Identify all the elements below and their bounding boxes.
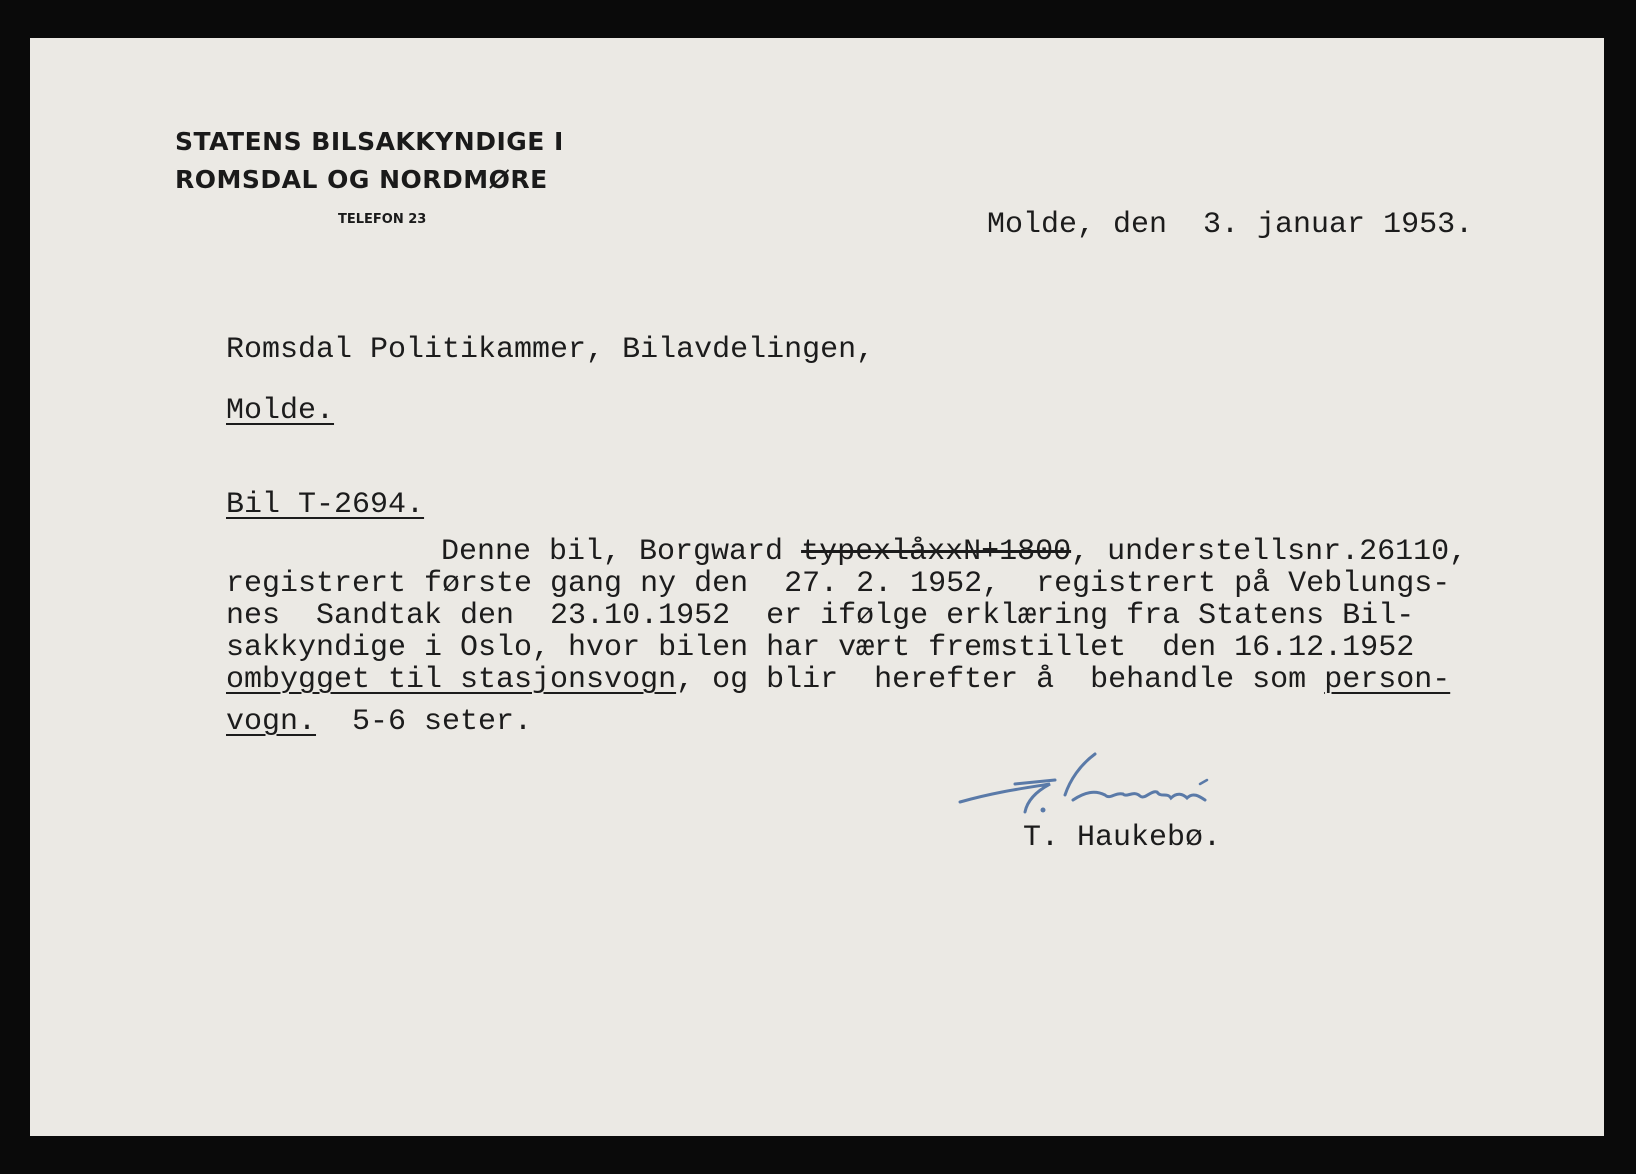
recipient-city: Molde. — [226, 394, 335, 428]
signature-name: T. Haukebø. — [1023, 821, 1222, 855]
body-line-1-end: , understellsnr.26110, — [1071, 535, 1468, 569]
letter-date: Molde, den 3. januar 1953. — [987, 208, 1474, 242]
underlined-vogn-text: vogn. — [226, 705, 317, 739]
body-line-3: nes Sandtak den 23.10.1952 er ifølge erklæring fra Statens Bil- — [226, 599, 1415, 633]
body-line-1 — [441, 537, 1467, 567]
body-line-5 — [226, 665, 1450, 695]
recipient-name: Romsdal Politikammer, Bilavdelingen, — [226, 333, 875, 367]
letterhead-line-2: ROMSDAL OG NORDMØRE — [175, 165, 548, 194]
handwritten-signature — [955, 740, 1245, 830]
body-line-5-middle: , og blir herefter å behandle som — [676, 663, 1325, 697]
body-line-6 — [226, 707, 532, 737]
subject-line: Bil T-2694. — [226, 488, 425, 522]
body-line-2: registrert første gang ny den 27. 2. 1952, registrert på Veblungs- — [226, 567, 1451, 601]
body-line-6-end: 5-6 seter. — [316, 705, 533, 739]
letterhead-phone: TELEFON 23 — [338, 212, 427, 227]
underlined-rebuild-text: ombygget til stasjonsvogn — [226, 663, 677, 697]
body-line-1-start: Denne bil, Borgward — [441, 535, 802, 569]
letterhead-line-1: STATENS BILSAKKYNDIGE I — [175, 127, 564, 156]
body-line-4: sakkyndige i Oslo, hvor bilen har vært fremstillet den 16.12.1952 — [226, 631, 1415, 665]
struck-type-text: typexlåxxN+1800 — [801, 535, 1072, 569]
underlined-person-text: person- — [1324, 663, 1451, 697]
